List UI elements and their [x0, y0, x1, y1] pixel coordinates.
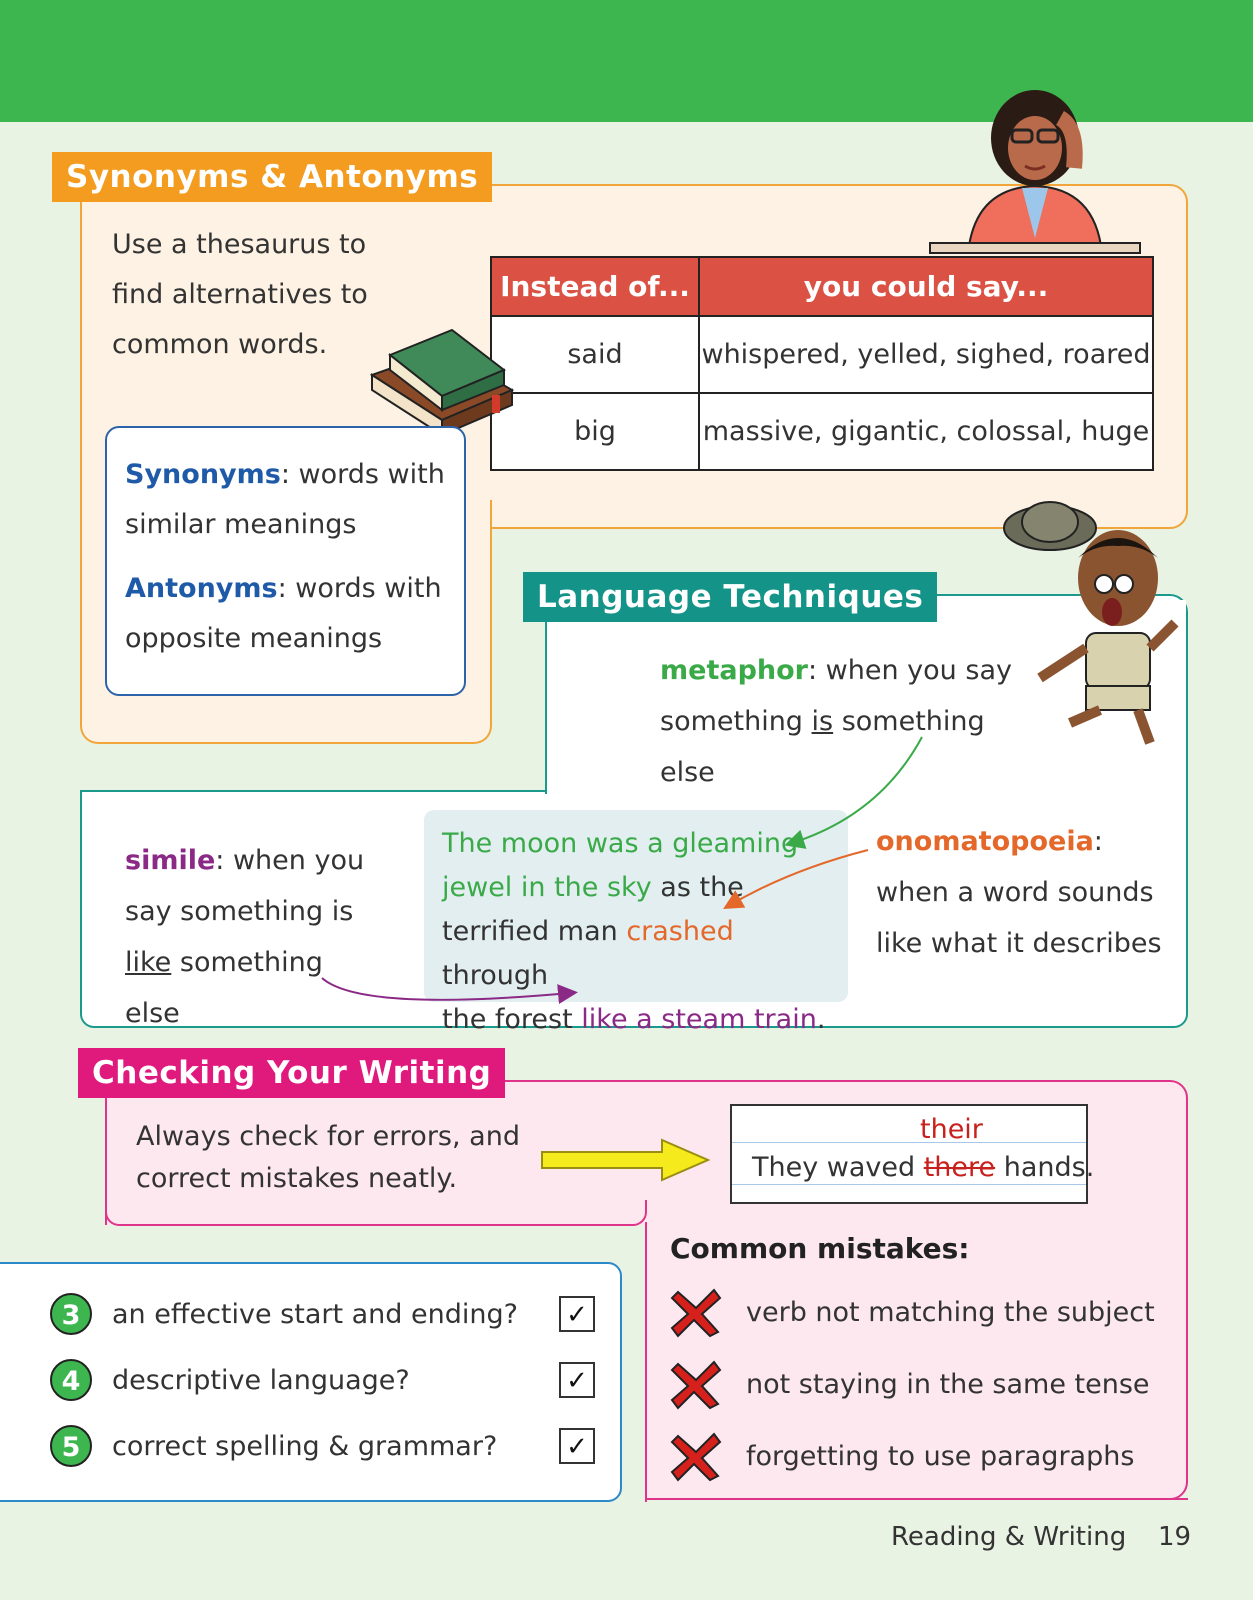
checklist-item: 3 an effective start and ending? ✓ — [50, 1289, 595, 1339]
metaphor-arrow — [792, 737, 922, 843]
checking-intro: Always check for errors, and correct mistakes neatly. — [136, 1121, 520, 1194]
metaphor-term: metaphor — [660, 655, 808, 686]
table-cell: big — [491, 393, 699, 470]
number-badge: 3 — [50, 1293, 92, 1335]
simile-definition: simile: when you say something is like something else — [125, 845, 365, 1029]
checking-panel-notch — [105, 1200, 647, 1226]
red-cross-icon — [670, 1358, 722, 1410]
checkbox-tick-icon: ✓ — [559, 1428, 595, 1464]
checking-panel-edge — [645, 1222, 647, 1502]
simile-term: simile — [125, 845, 216, 876]
onomatopoeia-term: onomatopoeia — [876, 826, 1094, 857]
onomatopoeia-arrow — [730, 850, 868, 905]
synonyms-term: Synonyms — [125, 459, 281, 490]
checkbox-tick-icon: ✓ — [559, 1296, 595, 1332]
checklist-item: 4 descriptive language? ✓ — [50, 1355, 595, 1405]
red-cross-icon — [670, 1430, 722, 1482]
correction-sentence: They waved there hands. — [752, 1152, 1095, 1183]
onomatopoeia-definition: onomatopoeia: when a word sounds like what it describes — [876, 826, 1162, 959]
checkbox-tick-icon: ✓ — [559, 1362, 595, 1398]
red-cross-icon — [670, 1286, 722, 1338]
synonyms-heading: Synonyms & Antonyms — [52, 152, 492, 202]
correction-insert: their — [920, 1114, 983, 1145]
mistake-item: not staying in the same tense — [670, 1356, 1190, 1412]
table-header-could-say: you could say... — [699, 257, 1153, 316]
language-heading: Language Techniques — [523, 572, 937, 622]
footer-section-label: Reading & Writing — [891, 1522, 1127, 1552]
correction-example — [730, 1104, 1095, 1204]
synonyms-intro: Use a thesaurus to find alternatives to common words. — [112, 229, 368, 360]
table-cell: whispered, yelled, sighed, roared — [699, 316, 1153, 393]
metaphor-definition: metaphor: when you say something is something else — [660, 655, 1012, 788]
common-mistakes-title: Common mistakes: — [670, 1232, 970, 1265]
example-sentence-box: The moon was a gleaming jewel in the sky as the terrified man crashed through the forest like a steam train. — [424, 810, 848, 1002]
number-badge: 4 — [50, 1359, 92, 1401]
page-number: 19 — [1158, 1522, 1192, 1552]
table-cell: said — [491, 316, 699, 393]
simile-arrow — [322, 978, 570, 1000]
definitions-box: Synonyms: words with similar meanings Antonyms: words with opposite meanings — [105, 426, 466, 696]
table-cell: massive, gigantic, colossal, huge — [699, 393, 1153, 470]
yellow-arrow-icon — [542, 1140, 710, 1180]
checking-panel-bottom — [645, 1498, 1188, 1500]
antonyms-term: Antonyms — [125, 573, 278, 604]
number-badge: 5 — [50, 1425, 92, 1467]
mistake-item: verb not matching the subject — [670, 1284, 1190, 1340]
checking-heading: Checking Your Writing — [78, 1048, 505, 1098]
table-header-instead: Instead of... — [491, 257, 699, 316]
mistake-item: forgetting to use paragraphs — [670, 1428, 1190, 1484]
checklist-item: 5 correct spelling & grammar? ✓ — [50, 1421, 595, 1471]
